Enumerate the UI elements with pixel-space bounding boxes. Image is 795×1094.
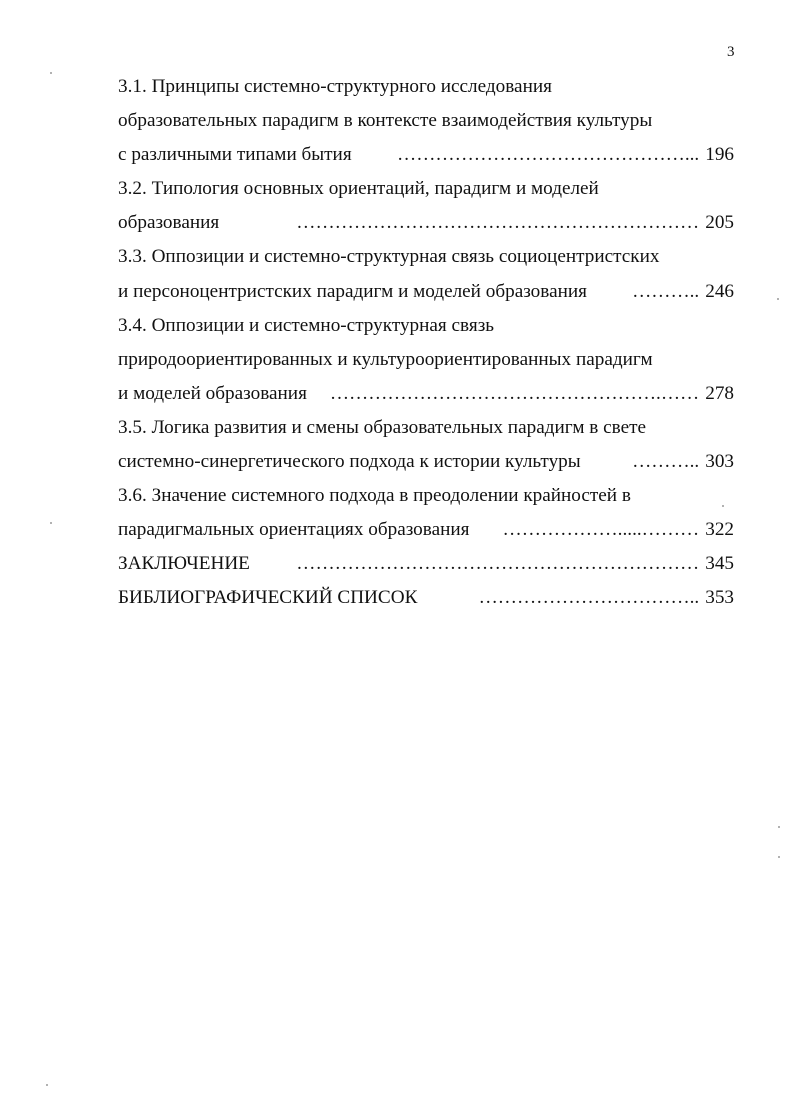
toc-entry-text-line: 3.2. Типология основных ориентаций, парадигм и моделей — [118, 178, 599, 200]
dot-leader: …………………………………………….…… — [329, 382, 700, 404]
toc-entry-text-line: образовательных парадигм в контексте взаимодействия культуры — [118, 110, 653, 132]
toc-entry-last-line — [118, 547, 734, 581]
toc-page-number: 205 — [705, 212, 734, 234]
dot-leader: …………………………….. — [478, 587, 700, 609]
scan-speck — [778, 826, 780, 828]
toc-entry-title: и моделей образования — [118, 382, 307, 404]
toc-entry-title: системно-синергетического подхода к истории культуры — [118, 451, 581, 473]
dot-leader: ………………………………………... — [397, 144, 700, 166]
page-number: 3 — [727, 44, 735, 60]
toc-entry-last-line — [118, 275, 734, 309]
toc-entry-title: парадигмальных ориентациях образования — [118, 519, 470, 541]
toc-entry-title: ЗАКЛЮЧЕНИЕ — [118, 553, 250, 575]
toc-entry-last-line — [118, 445, 734, 479]
toc-page-number: 246 — [705, 280, 734, 302]
toc-entry-3-1[interactable] — [118, 70, 734, 172]
scan-speck — [778, 856, 780, 858]
toc-page-number: 322 — [705, 519, 734, 541]
toc-entry-3-2[interactable] — [118, 172, 734, 240]
toc-page-number: 353 — [705, 587, 734, 609]
dot-leader: ……….. — [632, 280, 700, 302]
toc-page-number: 196 — [705, 144, 734, 166]
toc-entry-3-5[interactable] — [118, 411, 734, 479]
toc-entry-last-line — [118, 513, 734, 547]
scan-speck — [777, 298, 779, 300]
dot-leader: ……………….....……… — [502, 519, 700, 541]
toc-entry-text-line: 3.4. Оппозиции и системно-структурная связь — [118, 314, 495, 336]
scan-speck — [50, 522, 52, 524]
dot-leader: ……………………………………………………… — [296, 212, 700, 234]
dot-leader: ……….. — [632, 451, 700, 473]
scan-speck — [50, 72, 52, 74]
toc-entry-title: и персоноцентристских парадигм и моделей образования — [118, 280, 587, 302]
toc-entry-conclusion[interactable] — [118, 547, 734, 581]
toc-entry-title: образования — [118, 212, 220, 234]
scan-speck — [722, 505, 724, 507]
toc-entry-title: с различными типами бытия — [118, 144, 352, 166]
table-of-contents — [118, 70, 734, 616]
toc-entry-last-line — [118, 581, 734, 615]
toc-entry-3-3[interactable] — [118, 240, 734, 308]
toc-entry-last-line — [118, 206, 734, 240]
scan-speck — [46, 1084, 48, 1086]
toc-entry-text-line: 3.5. Логика развития и смены образовательных парадигм в свете — [118, 416, 647, 438]
toc-page-number: 303 — [705, 451, 734, 473]
toc-entry-3-4[interactable] — [118, 309, 734, 411]
toc-page-number: 345 — [705, 553, 734, 575]
toc-entry-text-line: 3.1. Принципы системно-структурного исследования — [118, 76, 552, 97]
toc-entry-text-line: 3.3. Оппозиции и системно-структурная связь социоцентристских — [118, 246, 660, 268]
toc-entry-last-line — [118, 377, 734, 411]
toc-page-number: 278 — [705, 382, 734, 404]
toc-entry-bibliography[interactable] — [118, 581, 734, 615]
toc-entry-text-line: природоориентированных и культуроориентированных парадигм — [118, 348, 653, 370]
toc-entry-title: БИБЛИОГРАФИЧЕСКИЙ СПИСОК — [118, 587, 418, 609]
dot-leader: ……………………………………………………… — [296, 553, 700, 575]
toc-entry-text-line: 3.6. Значение системного подхода в преодолении крайностей в — [118, 485, 631, 507]
toc-entry-3-6[interactable] — [118, 479, 734, 547]
toc-entry-last-line — [118, 138, 734, 172]
